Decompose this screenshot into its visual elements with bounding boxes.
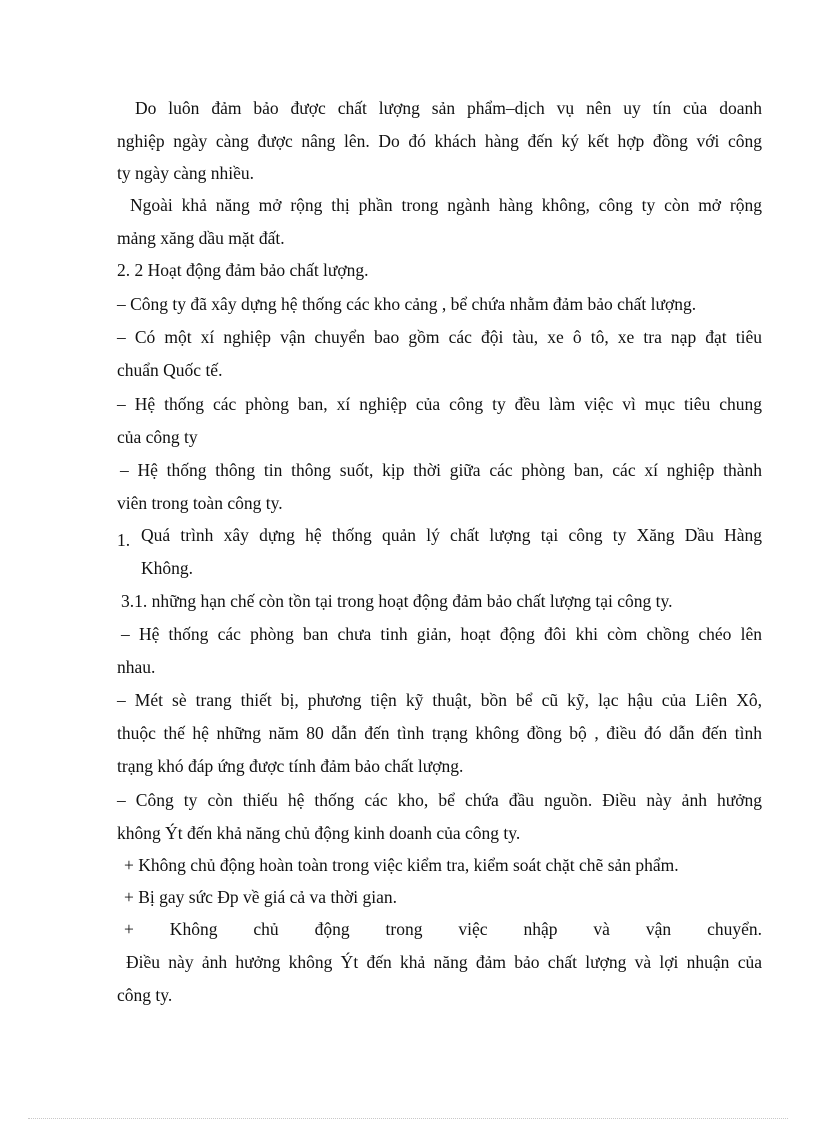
text-line: – Mét sè trang thiết bị, phương tiện kỹ thuật, bồn bể cũ kỹ, lạc hậu của Liên Xô, [117, 690, 762, 710]
text-line: – Công ty còn thiếu hệ thống các kho, bể chứa đầu nguồn. Điều này ảnh hưởng [117, 790, 762, 810]
text-line: Ngoài khả năng mở rộng thị phần trong ngành hàng không, công ty còn mở rộng [130, 195, 762, 215]
text-line: Do luôn đảm bảo được chất lượng sản phẩm–dịch vụ nên uy tín của doanh [135, 98, 762, 118]
text-line: – Hệ thống thông tin thông suốt, kịp thời giữa các phòng ban, các xí nghiệp thành [120, 460, 762, 480]
text-line: không Ýt đến khả năng chủ động kinh doanh của công ty. [117, 823, 521, 843]
text-line: nghiệp ngày càng được nâng lên. Do đó khách hàng đến ký kết hợp đồng với công [117, 131, 762, 151]
text-line: + Bị gay sức Ðp về giá cả va thời gian. [124, 887, 398, 907]
section-heading: 3.1. những hạn chế còn tồn tại trong hoạt động đảm bảo chất lượng tại công ty. [121, 591, 673, 611]
text-line: viên trong toàn công ty. [117, 493, 283, 513]
text-line: – Hệ thống các phòng ban, xí nghiệp của công ty đều làm việc vì mục tiêu chung [117, 394, 762, 414]
text-line: của công ty [117, 427, 198, 447]
page-bottom-rule [28, 1118, 788, 1119]
text-line: + Không chủ động trong việc nhập và vận chuyển. [124, 919, 762, 939]
text-line: – Có một xí nghiệp vận chuyển bao gồm các đội tàu, xe ô tô, xe tra nạp đạt tiêu [117, 327, 762, 347]
section-heading: 2. 2 Hoạt động đảm bảo chất lượng. [117, 260, 369, 280]
text-line: nhau. [117, 657, 156, 677]
text-line: chuẩn Quốc tế. [117, 360, 223, 380]
list-number: 1. [117, 530, 131, 550]
text-line: trạng khó đáp ứng được tính đảm bảo chất lượng. [117, 756, 464, 776]
text-line: mảng xăng dầu mặt đất. [117, 228, 285, 248]
text-line: – Hệ thống các phòng ban chưa tinh giản, hoạt động đôi khi còm chồng chéo lên [121, 624, 762, 644]
list-item-heading: Không. [141, 558, 194, 578]
text-line: – Công ty đã xây dựng hệ thống các kho cảng , bể chứa nhằm đảm bảo chất lượng. [117, 294, 697, 314]
text-line: ty ngày càng nhiều. [117, 163, 255, 183]
text-line: Điều này ảnh hưởng không Ýt đến khả năng đảm bảo chất lượng và lợi nhuận của [126, 952, 762, 972]
text-line: công ty. [117, 985, 173, 1005]
text-line: + Không chủ động hoàn toàn trong việc kiểm tra, kiểm soát chặt chẽ sản phẩm. [124, 855, 679, 875]
list-item-heading: Quá trình xây dựng hệ thống quản lý chất lượng tại công ty Xăng Dầu Hàng [141, 525, 762, 545]
text-line: thuộc thế hệ những năm 80 dẫn đến tình trạng không đồng bộ , điều đó dẫn đến tình [117, 723, 762, 743]
